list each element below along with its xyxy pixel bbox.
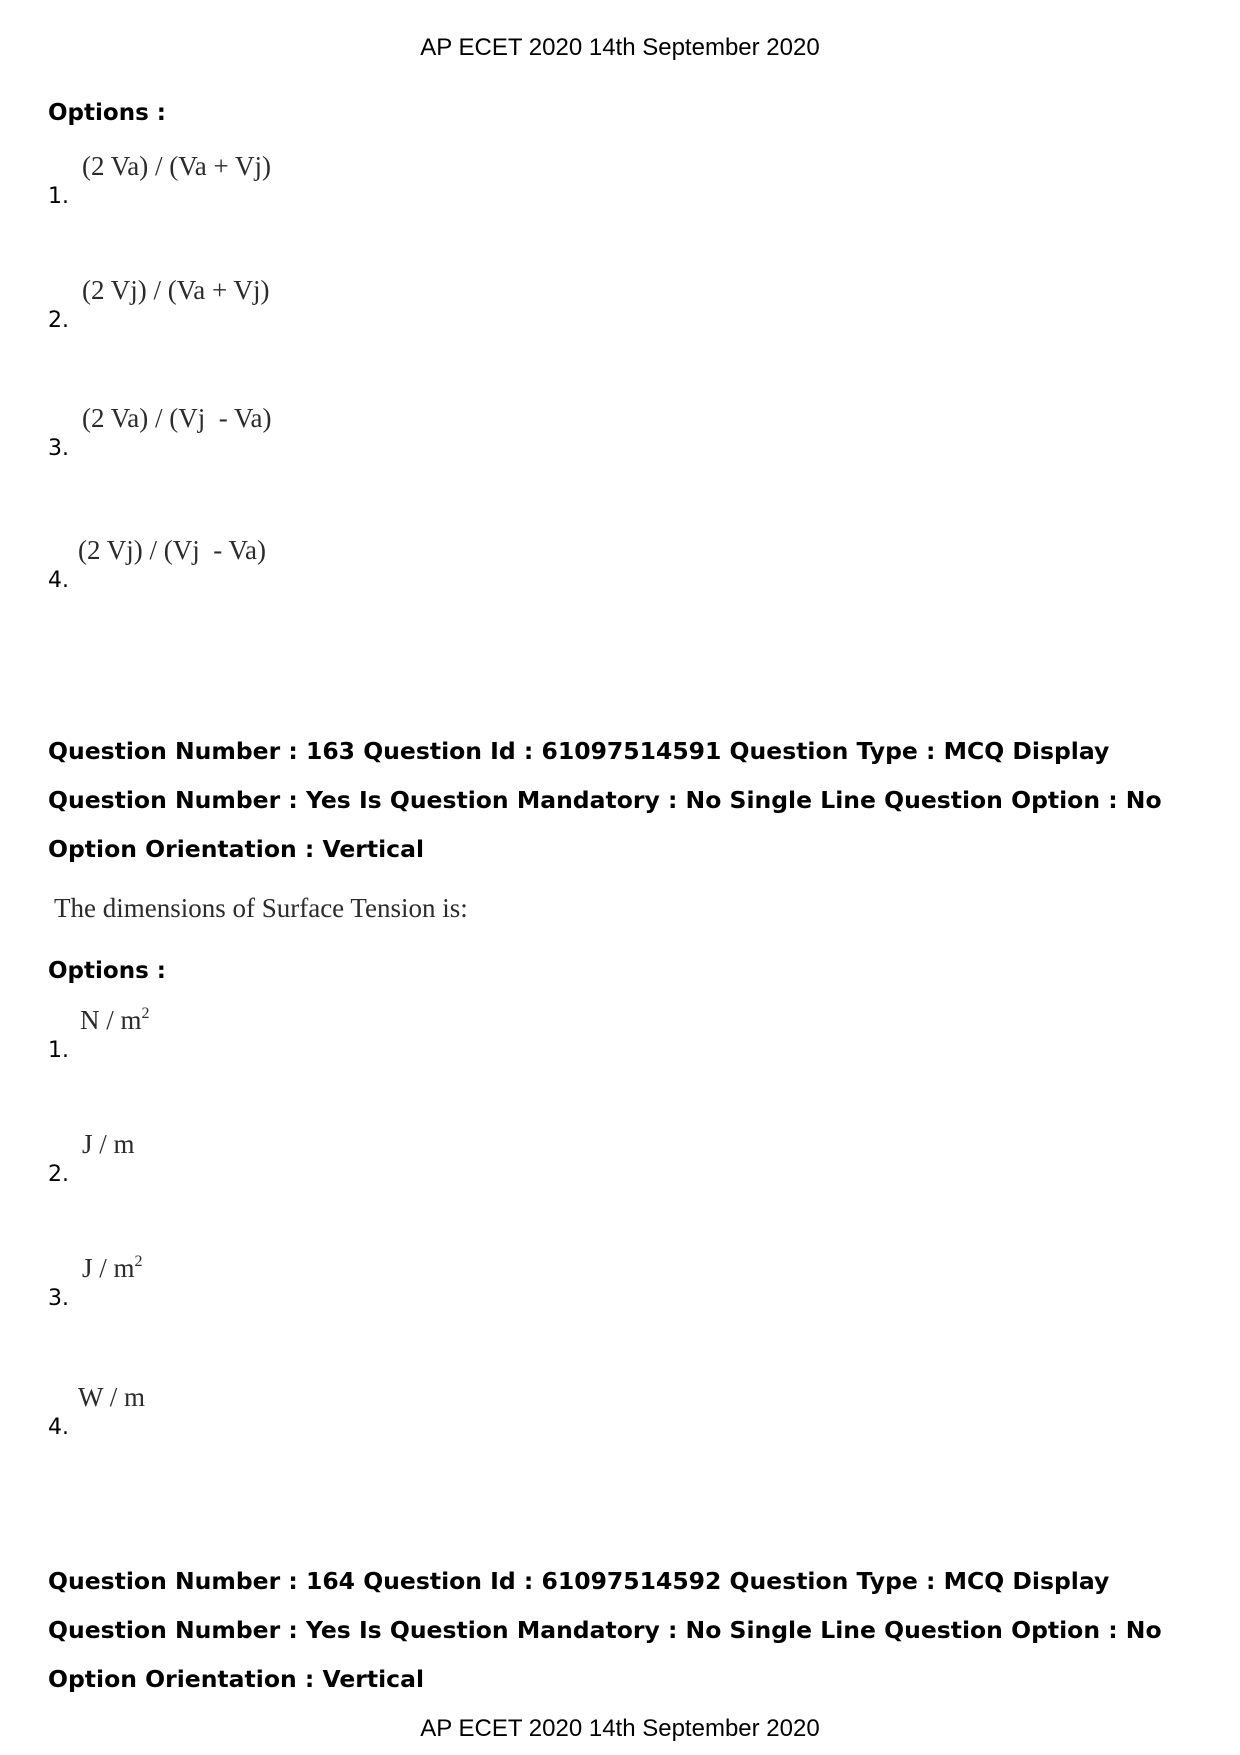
option-3 bbox=[48, 1252, 648, 1312]
option-number: 3. bbox=[48, 436, 69, 461]
option-1 bbox=[48, 150, 648, 210]
options-heading: Options : bbox=[48, 958, 166, 984]
page-header: AP ECET 2020 14th September 2020 bbox=[420, 34, 820, 61]
option-2 bbox=[48, 274, 648, 334]
option-text: (2 Vj) / (Vj - Va) bbox=[78, 535, 266, 565]
option-text bbox=[82, 1128, 135, 1160]
option-number: 4. bbox=[48, 568, 69, 593]
option-base: J / m bbox=[82, 1253, 135, 1283]
option-number: 2. bbox=[48, 1162, 69, 1187]
option-base: J / m bbox=[82, 1129, 135, 1159]
option-number: 1. bbox=[48, 184, 69, 209]
option-number: 3. bbox=[48, 1286, 69, 1311]
option-number: 4. bbox=[48, 1415, 69, 1440]
option-4 bbox=[48, 534, 648, 594]
option-text bbox=[78, 1381, 145, 1413]
option-4 bbox=[48, 1381, 648, 1441]
option-text bbox=[80, 1004, 150, 1036]
option-base: W / m bbox=[78, 1382, 145, 1412]
option-text: (2 Va) / (Vj - Va) bbox=[82, 403, 272, 433]
option-3 bbox=[48, 402, 648, 462]
option-exponent: 2 bbox=[134, 1253, 143, 1270]
question-164-meta: Question Number : 164 Question Id : 61097514592 Question Type : MCQ Display Question Number : Yes Is Question Mandatory : No Single Line Question Option : No Option Orientation : Vertical bbox=[48, 1567, 1162, 1693]
options-heading: Options : bbox=[48, 100, 166, 126]
question-163-text: The dimensions of Surface Tension is: bbox=[54, 893, 468, 923]
question-163-meta: Question Number : 163 Question Id : 61097514591 Question Type : MCQ Display Question Number : Yes Is Question Mandatory : No Single Line Question Option : No Option Orientation : Vertical bbox=[48, 737, 1162, 863]
option-number: 2. bbox=[48, 308, 69, 333]
page-footer: AP ECET 2020 14th September 2020 bbox=[420, 1715, 820, 1742]
option-2 bbox=[48, 1128, 648, 1188]
option-exponent: 2 bbox=[141, 1005, 150, 1022]
option-1 bbox=[48, 1004, 648, 1064]
option-text bbox=[82, 1252, 143, 1284]
option-text: (2 Vj) / (Va + Vj) bbox=[82, 275, 270, 305]
option-text: (2 Va) / (Va + Vj) bbox=[82, 151, 271, 181]
option-number: 1. bbox=[48, 1038, 69, 1063]
option-base: N / m bbox=[80, 1005, 142, 1035]
